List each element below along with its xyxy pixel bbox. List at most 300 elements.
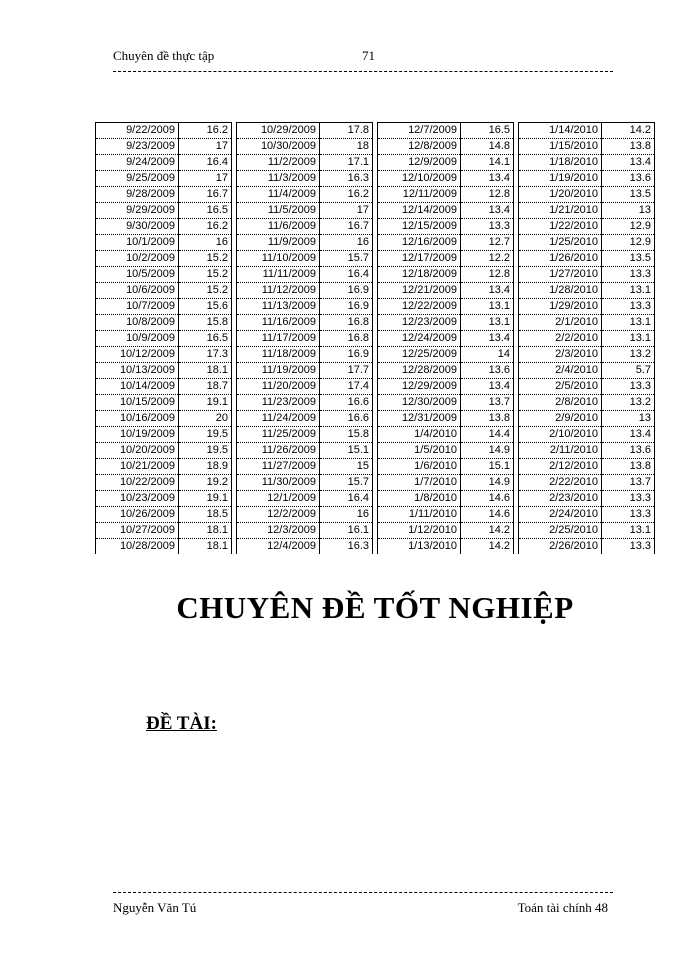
table-row: [237, 507, 372, 523]
date-cell: 2/2/2010: [519, 331, 602, 347]
date-cell: 2/12/2010: [519, 459, 602, 475]
value-cell: 14.6: [461, 507, 514, 523]
table-row: [519, 219, 654, 235]
value-cell: 13.7: [602, 475, 655, 491]
value-cell: 19.2: [179, 475, 232, 491]
table-row: [237, 539, 372, 555]
table-row: [96, 459, 231, 475]
date-cell: 9/23/2009: [96, 139, 179, 155]
date-cell: 11/2/2009: [237, 155, 320, 171]
date-cell: 1/21/2010: [519, 203, 602, 219]
table-row: [96, 219, 231, 235]
date-cell: 2/23/2010: [519, 491, 602, 507]
value-cell: 14.2: [461, 539, 514, 555]
date-cell: 12/7/2009: [378, 123, 461, 139]
value-cell: 16.1: [320, 523, 373, 539]
value-cell: 13: [602, 203, 655, 219]
footer-rule: [113, 892, 613, 893]
value-cell: 13.1: [602, 315, 655, 331]
date-cell: 10/20/2009: [96, 443, 179, 459]
date-cell: 10/14/2009: [96, 379, 179, 395]
value-cell: 13.3: [602, 267, 655, 283]
date-cell: 10/30/2009: [237, 139, 320, 155]
date-cell: 12/22/2009: [378, 299, 461, 315]
table-row: [96, 475, 231, 491]
value-cell: 13.4: [602, 427, 655, 443]
value-cell: 12.2: [461, 251, 514, 267]
table-row: [378, 139, 513, 155]
value-cell: 17: [179, 139, 232, 155]
table-row: [96, 523, 231, 539]
table-row: [237, 379, 372, 395]
value-cell: 18.7: [179, 379, 232, 395]
table-row: [519, 443, 654, 459]
date-cell: 12/28/2009: [378, 363, 461, 379]
value-cell: 16.2: [320, 187, 373, 203]
value-cell: 12.7: [461, 235, 514, 251]
date-cell: 11/6/2009: [237, 219, 320, 235]
value-cell: 13: [602, 411, 655, 427]
date-cell: 9/28/2009: [96, 187, 179, 203]
table-row: [378, 331, 513, 347]
date-cell: 1/27/2010: [519, 267, 602, 283]
date-cell: 10/23/2009: [96, 491, 179, 507]
value-cell: 13.1: [602, 283, 655, 299]
value-cell: 17: [179, 171, 232, 187]
value-cell: 13.5: [602, 187, 655, 203]
date-cell: 9/29/2009: [96, 203, 179, 219]
table-row: [519, 347, 654, 363]
date-cell: 10/13/2009: [96, 363, 179, 379]
table-row: [96, 203, 231, 219]
date-cell: 10/8/2009: [96, 315, 179, 331]
date-cell: 12/17/2009: [378, 251, 461, 267]
value-cell: 13.3: [602, 491, 655, 507]
value-cell: 15.8: [320, 427, 373, 443]
date-cell: 12/18/2009: [378, 267, 461, 283]
date-cell: 1/15/2010: [519, 139, 602, 155]
date-cell: 11/16/2009: [237, 315, 320, 331]
value-cell: 16.7: [179, 187, 232, 203]
table-row: [519, 523, 654, 539]
value-cell: 16.3: [320, 171, 373, 187]
table-block-grid: [378, 122, 513, 554]
table-row: [237, 123, 372, 139]
table-row: [96, 379, 231, 395]
date-cell: 1/14/2010: [519, 123, 602, 139]
table-row: [237, 139, 372, 155]
date-cell: 11/12/2009: [237, 283, 320, 299]
header-title: Chuyên đề thực tập: [113, 48, 215, 63]
value-cell: 13.1: [461, 315, 514, 331]
table-row: [237, 219, 372, 235]
table-row: [237, 459, 372, 475]
value-cell: 13.6: [602, 171, 655, 187]
value-cell: 13.4: [461, 379, 514, 395]
value-cell: 16.8: [320, 331, 373, 347]
date-cell: 1/7/2010: [378, 475, 461, 491]
date-cell: 12/14/2009: [378, 203, 461, 219]
value-cell: 12.9: [602, 235, 655, 251]
value-cell: 14.2: [461, 523, 514, 539]
date-cell: 9/22/2009: [96, 123, 179, 139]
value-cell: 13.2: [602, 395, 655, 411]
table-row: [519, 395, 654, 411]
value-cell: 15.2: [179, 267, 232, 283]
table-row: [237, 491, 372, 507]
date-cell: 11/10/2009: [237, 251, 320, 267]
table-row: [237, 395, 372, 411]
table-row: [96, 443, 231, 459]
table-row: [378, 395, 513, 411]
date-cell: 10/27/2009: [96, 523, 179, 539]
value-cell: 14.9: [461, 475, 514, 491]
table-row: [378, 475, 513, 491]
date-cell: 9/24/2009: [96, 155, 179, 171]
date-cell: 12/23/2009: [378, 315, 461, 331]
table-row: [378, 443, 513, 459]
date-cell: 1/26/2010: [519, 251, 602, 267]
value-cell: 13.4: [602, 155, 655, 171]
table-row: [378, 219, 513, 235]
value-cell: 17.1: [320, 155, 373, 171]
value-cell: 18.1: [179, 363, 232, 379]
date-cell: 10/5/2009: [96, 267, 179, 283]
table-row: [237, 267, 372, 283]
date-cell: 10/22/2009: [96, 475, 179, 491]
table-row: [96, 395, 231, 411]
table-row: [96, 315, 231, 331]
date-cell: 1/18/2010: [519, 155, 602, 171]
value-cell: 16.5: [179, 203, 232, 219]
table-row: [519, 123, 654, 139]
date-cell: 10/9/2009: [96, 331, 179, 347]
date-cell: 12/25/2009: [378, 347, 461, 363]
table-row: [96, 123, 231, 139]
table-row: [96, 187, 231, 203]
table-row: [378, 171, 513, 187]
table-row: [519, 251, 654, 267]
date-cell: 2/5/2010: [519, 379, 602, 395]
value-cell: 18.1: [179, 523, 232, 539]
value-cell: 13.7: [461, 395, 514, 411]
value-cell: 13.1: [602, 331, 655, 347]
table-row: [519, 235, 654, 251]
value-cell: 13.8: [461, 411, 514, 427]
value-cell: 18: [320, 139, 373, 155]
date-cell: 1/25/2010: [519, 235, 602, 251]
value-cell: 14: [461, 347, 514, 363]
value-cell: 14.2: [602, 123, 655, 139]
date-cell: 10/7/2009: [96, 299, 179, 315]
date-cell: 10/21/2009: [96, 459, 179, 475]
table-row: [96, 171, 231, 187]
date-cell: 11/3/2009: [237, 171, 320, 187]
date-cell: 1/11/2010: [378, 507, 461, 523]
date-cell: 2/24/2010: [519, 507, 602, 523]
table-row: [519, 139, 654, 155]
date-cell: 11/4/2009: [237, 187, 320, 203]
date-cell: 11/13/2009: [237, 299, 320, 315]
date-cell: 10/12/2009: [96, 347, 179, 363]
table-row: [237, 523, 372, 539]
value-cell: 19.5: [179, 443, 232, 459]
date-cell: 12/29/2009: [378, 379, 461, 395]
table-row: [237, 299, 372, 315]
value-cell: 18.9: [179, 459, 232, 475]
value-cell: 13.3: [602, 379, 655, 395]
table-row: [237, 171, 372, 187]
date-cell: 11/18/2009: [237, 347, 320, 363]
table-row: [96, 155, 231, 171]
date-cell: 2/25/2010: [519, 523, 602, 539]
table-row: [519, 187, 654, 203]
value-cell: 15.7: [320, 251, 373, 267]
value-cell: 16.7: [320, 219, 373, 235]
value-cell: 14.1: [461, 155, 514, 171]
date-cell: 2/8/2010: [519, 395, 602, 411]
value-cell: 18.5: [179, 507, 232, 523]
table-row: [96, 299, 231, 315]
table-row: [96, 411, 231, 427]
date-cell: 11/26/2009: [237, 443, 320, 459]
value-cell: 16: [179, 235, 232, 251]
value-cell: 17.3: [179, 347, 232, 363]
table-block-grid: [237, 122, 372, 554]
date-cell: 12/15/2009: [378, 219, 461, 235]
table-row: [378, 299, 513, 315]
table-row: [378, 491, 513, 507]
value-cell: 16.4: [320, 491, 373, 507]
value-cell: 14.9: [461, 443, 514, 459]
value-cell: 13.6: [461, 363, 514, 379]
value-cell: 13.6: [602, 443, 655, 459]
value-cell: 16: [320, 507, 373, 523]
value-cell: 16.3: [320, 539, 373, 555]
value-cell: 13.4: [461, 171, 514, 187]
date-cell: 11/17/2009: [237, 331, 320, 347]
table-row: [96, 139, 231, 155]
date-cell: 12/4/2009: [237, 539, 320, 555]
date-cell: 12/9/2009: [378, 155, 461, 171]
table-row: [519, 299, 654, 315]
date-cell: 10/16/2009: [96, 411, 179, 427]
table-row: [519, 475, 654, 491]
table-row: [519, 379, 654, 395]
value-cell: 15.7: [320, 475, 373, 491]
table-row: [237, 363, 372, 379]
date-cell: 11/9/2009: [237, 235, 320, 251]
date-cell: 12/3/2009: [237, 523, 320, 539]
date-cell: 12/11/2009: [378, 187, 461, 203]
date-cell: 1/8/2010: [378, 491, 461, 507]
value-cell: 16.5: [461, 123, 514, 139]
value-cell: 17.4: [320, 379, 373, 395]
table-row: [96, 267, 231, 283]
table-row: [378, 347, 513, 363]
date-cell: 1/29/2010: [519, 299, 602, 315]
date-cell: 12/31/2009: [378, 411, 461, 427]
table-row: [96, 427, 231, 443]
value-cell: 15.2: [179, 283, 232, 299]
date-cell: 10/29/2009: [237, 123, 320, 139]
value-cell: 15.2: [179, 251, 232, 267]
date-cell: 11/19/2009: [237, 363, 320, 379]
table-row: [237, 203, 372, 219]
table-row: [237, 235, 372, 251]
date-cell: 2/26/2010: [519, 539, 602, 555]
value-cell: 16.6: [320, 411, 373, 427]
date-cell: 12/24/2009: [378, 331, 461, 347]
table-row: [378, 235, 513, 251]
table-row: [237, 315, 372, 331]
table-row: [519, 507, 654, 523]
value-cell: 16.4: [320, 267, 373, 283]
table-row: [237, 475, 372, 491]
document-title: CHUYÊN ĐỀ TỐT NGHIỆP: [176, 590, 574, 625]
table-row: [237, 251, 372, 267]
date-cell: 11/30/2009: [237, 475, 320, 491]
table-block-3: [377, 122, 514, 554]
value-cell: 13.3: [602, 539, 655, 555]
date-cell: 1/12/2010: [378, 523, 461, 539]
value-cell: 17: [320, 203, 373, 219]
footer-course: Toán tài chính 48: [517, 900, 608, 915]
date-cell: 1/4/2010: [378, 427, 461, 443]
value-cell: 16.2: [179, 219, 232, 235]
table-row: [519, 363, 654, 379]
table-row: [519, 491, 654, 507]
value-cell: 16.5: [179, 331, 232, 347]
value-cell: 13.8: [602, 459, 655, 475]
value-cell: 13.5: [602, 251, 655, 267]
table-row: [96, 283, 231, 299]
table-row: [519, 155, 654, 171]
value-cell: 16.9: [320, 283, 373, 299]
table-row: [237, 411, 372, 427]
date-cell: 11/25/2009: [237, 427, 320, 443]
table-row: [378, 507, 513, 523]
header-page-number: 71: [362, 48, 375, 63]
value-cell: 16: [320, 235, 373, 251]
table-row: [378, 251, 513, 267]
table-row: [237, 155, 372, 171]
date-cell: 2/9/2010: [519, 411, 602, 427]
value-cell: 17.8: [320, 123, 373, 139]
date-cell: 1/5/2010: [378, 443, 461, 459]
date-cell: 2/22/2010: [519, 475, 602, 491]
value-cell: 13.3: [602, 299, 655, 315]
footer-author: Nguyễn Văn Tú: [113, 900, 197, 915]
value-cell: 19.1: [179, 395, 232, 411]
table-row: [378, 203, 513, 219]
table-row: [519, 427, 654, 443]
date-cell: 10/19/2009: [96, 427, 179, 443]
value-cell: 13.2: [602, 347, 655, 363]
value-cell: 15.6: [179, 299, 232, 315]
date-cell: 10/26/2009: [96, 507, 179, 523]
table-row: [378, 187, 513, 203]
value-cell: 16.9: [320, 347, 373, 363]
date-cell: 12/16/2009: [378, 235, 461, 251]
value-cell: 13.3: [602, 507, 655, 523]
table-row: [378, 283, 513, 299]
date-cell: 2/3/2010: [519, 347, 602, 363]
value-cell: 13.1: [602, 523, 655, 539]
value-cell: 13.3: [461, 219, 514, 235]
table-row: [378, 539, 513, 555]
page-header: [113, 44, 613, 66]
table-row: [378, 155, 513, 171]
date-cell: 10/6/2009: [96, 283, 179, 299]
table-row: [96, 251, 231, 267]
date-cell: 11/5/2009: [237, 203, 320, 219]
table-block-4: [518, 122, 655, 554]
date-cell: 1/13/2010: [378, 539, 461, 555]
table-row: [519, 539, 654, 555]
table-row: [237, 443, 372, 459]
table-row: [519, 315, 654, 331]
value-cell: 14.4: [461, 427, 514, 443]
value-cell: 16.8: [320, 315, 373, 331]
value-cell: 5.7: [602, 363, 655, 379]
date-cell: 11/27/2009: [237, 459, 320, 475]
table-block-grid: [96, 122, 231, 554]
date-cell: 11/24/2009: [237, 411, 320, 427]
table-row: [378, 459, 513, 475]
table-row: [237, 187, 372, 203]
table-row: [96, 507, 231, 523]
value-cell: 16.4: [179, 155, 232, 171]
table-row: [378, 523, 513, 539]
table-row: [96, 331, 231, 347]
table-row: [519, 459, 654, 475]
table-row: [378, 411, 513, 427]
date-cell: 12/1/2009: [237, 491, 320, 507]
value-cell: 19.5: [179, 427, 232, 443]
date-cell: 1/22/2010: [519, 219, 602, 235]
table-row: [96, 347, 231, 363]
date-cell: 11/11/2009: [237, 267, 320, 283]
table-row: [519, 283, 654, 299]
table-row: [378, 123, 513, 139]
date-cell: 1/20/2010: [519, 187, 602, 203]
table-row: [519, 331, 654, 347]
table-row: [237, 331, 372, 347]
date-cell: 12/30/2009: [378, 395, 461, 411]
value-cell: 12.9: [602, 219, 655, 235]
topic-heading: ĐỀ TÀI:: [146, 713, 217, 734]
date-cell: 2/11/2010: [519, 443, 602, 459]
value-cell: 14.8: [461, 139, 514, 155]
date-cell: 10/1/2009: [96, 235, 179, 251]
table-row: [378, 315, 513, 331]
table-row: [96, 235, 231, 251]
table-row: [96, 363, 231, 379]
value-cell: 19.1: [179, 491, 232, 507]
value-cell: 13.1: [461, 299, 514, 315]
date-cell: 12/10/2009: [378, 171, 461, 187]
table-row: [237, 283, 372, 299]
value-cell: 15.1: [320, 443, 373, 459]
table-row: [519, 203, 654, 219]
value-cell: 13.4: [461, 331, 514, 347]
date-cell: 1/28/2010: [519, 283, 602, 299]
value-cell: 15.1: [461, 459, 514, 475]
date-cell: 9/25/2009: [96, 171, 179, 187]
header-rule: [113, 71, 613, 72]
value-cell: 18.1: [179, 539, 232, 555]
